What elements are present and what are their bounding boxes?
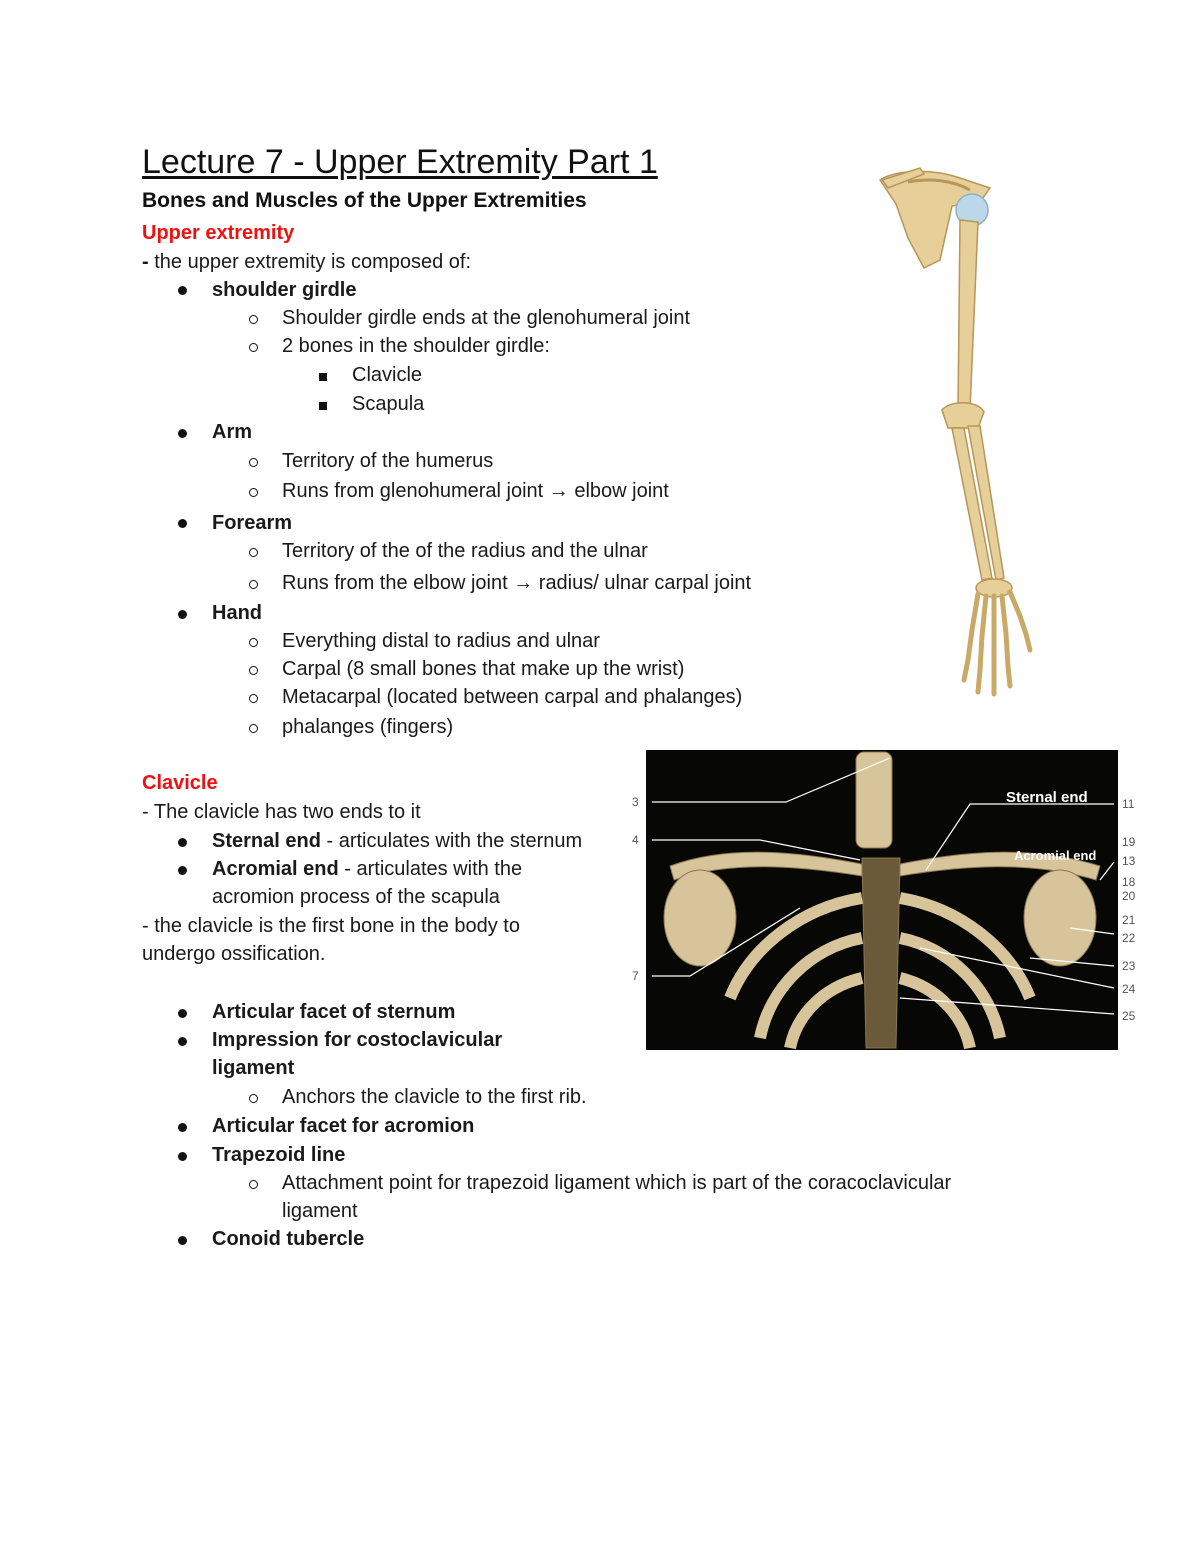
desc-sternal-end: - articulates with the sternum <box>320 830 583 852</box>
bullet-dot-icon <box>178 1123 187 1132</box>
bullet-square-icon <box>319 402 327 410</box>
list-item-acromial-end <box>212 858 522 881</box>
intro-dash: - <box>142 251 149 273</box>
figure-number: 11 <box>1122 797 1135 811</box>
list-subitem: Shoulder girdle ends at the glenohumeral joint <box>282 307 691 329</box>
list-subitem: Everything distal to radius and ulnar <box>282 630 600 652</box>
bullet-dot-icon <box>178 838 187 847</box>
arm-skeleton-illustration <box>860 160 1050 700</box>
figure-number: 23 <box>1122 959 1136 973</box>
bullet-circle-icon <box>249 1094 258 1103</box>
figure-number: 4 <box>632 833 639 847</box>
figure-label-acromial-end: Acromial end <box>1014 848 1097 863</box>
section-heading-clavicle: Clavicle <box>142 772 218 794</box>
bullet-circle-icon <box>249 458 258 467</box>
list-item-trapezoid-line: Trapezoid line <box>212 1144 346 1166</box>
list-item-shoulder-girdle: shoulder girdle <box>212 279 357 301</box>
upper-intro <box>142 251 471 274</box>
figure-number: 20 <box>1122 889 1136 903</box>
figure-number: 22 <box>1122 931 1136 945</box>
figure-number: 19 <box>1122 835 1136 849</box>
bullet-circle-icon <box>249 724 258 733</box>
list-subitem: Runs from glenohumeral joint → elbow joint <box>282 480 669 502</box>
bullet-dot-icon <box>178 1236 187 1245</box>
list-item-forearm: Forearm <box>212 512 293 534</box>
figure-number: 18 <box>1122 875 1136 889</box>
list-subitem: Runs from the elbow joint → radius/ ulnar carpal joint <box>282 572 752 594</box>
ossification-line-2: undergo ossification. <box>142 943 326 965</box>
list-subitem-cont: ligament <box>282 1200 358 1222</box>
bullet-circle-icon <box>249 666 258 675</box>
term-acromial-end: Acromial end <box>212 858 339 880</box>
list-subitem: 2 bones in the shoulder girdle: <box>282 335 550 357</box>
list-item-articular-facet-sternum: Articular facet of sternum <box>212 1001 456 1023</box>
bullet-dot-icon <box>178 1037 187 1046</box>
page-title: Lecture 7 - Upper Extremity Part 1 <box>142 143 658 181</box>
figure-number: 25 <box>1122 1009 1136 1023</box>
clavicle-intro: - The clavicle has two ends to it <box>142 801 421 823</box>
ossification-line-1: - the clavicle is the first bone in the body to <box>142 915 520 937</box>
list-subitem: Territory of the humerus <box>282 450 494 472</box>
figure-number: 3 <box>632 795 639 809</box>
figure-number: 7 <box>632 969 639 983</box>
bullet-circle-icon <box>249 548 258 557</box>
list-subitem: Anchors the clavicle to the first rib. <box>282 1086 587 1108</box>
figure-number: 13 <box>1122 854 1136 868</box>
figure-number: 21 <box>1122 913 1136 927</box>
bullet-circle-icon <box>249 315 258 324</box>
bullet-dot-icon <box>178 286 187 295</box>
bullet-circle-icon <box>249 343 258 352</box>
list-item-conoid-tubercle: Conoid tubercle <box>212 1228 365 1250</box>
term-sternal-end: Sternal end <box>212 830 321 852</box>
list-item-acromial-end-cont: acromion process of the scapula <box>212 886 500 908</box>
list-item-hand: Hand <box>212 602 262 624</box>
bullet-circle-icon <box>249 488 258 497</box>
figure-number: 24 <box>1122 982 1136 996</box>
list-subitem: phalanges (fingers) <box>282 716 454 738</box>
bullet-dot-icon <box>178 866 187 875</box>
list-item-impression-cont: ligament <box>212 1057 295 1079</box>
bullet-circle-icon <box>249 580 258 589</box>
list-subsubitem-scapula: Scapula <box>352 393 425 415</box>
bullet-circle-icon <box>249 638 258 647</box>
bullet-square-icon <box>319 373 327 381</box>
bullet-circle-icon <box>249 694 258 703</box>
bullet-circle-icon <box>249 1180 258 1189</box>
clavicle-thorax-figure <box>600 748 1146 1052</box>
bullet-dot-icon <box>178 1009 187 1018</box>
bullet-dot-icon <box>178 519 187 528</box>
list-item-articular-facet-acromion: Articular facet for acromion <box>212 1115 475 1137</box>
bullet-dot-icon <box>178 610 187 619</box>
list-item-impression: Impression for costoclavicular <box>212 1029 503 1051</box>
list-subitem: Attachment point for trapezoid ligament which is part of the coracoclavicular <box>282 1172 952 1194</box>
list-item-sternal-end <box>212 830 582 853</box>
list-subitem: Metacarpal (located between carpal and phalanges) <box>282 686 743 708</box>
list-subsubitem-clavicle: Clavicle <box>352 364 423 386</box>
bullet-dot-icon <box>178 1152 187 1161</box>
list-subitem: Carpal (8 small bones that make up the wrist) <box>282 658 685 680</box>
list-item-arm: Arm <box>212 421 253 443</box>
section-heading-upper-extremity: Upper extremity <box>142 222 295 244</box>
desc-acromial-end: - articulates with the <box>338 858 523 880</box>
list-subitem: Territory of the of the radius and the ulnar <box>282 540 648 562</box>
figure-label-sternal-end: Sternal end <box>1006 789 1088 806</box>
intro-text: the upper extremity is composed of: <box>148 251 472 273</box>
bullet-dot-icon <box>178 429 187 438</box>
page-subtitle: Bones and Muscles of the Upper Extremities <box>142 189 587 212</box>
